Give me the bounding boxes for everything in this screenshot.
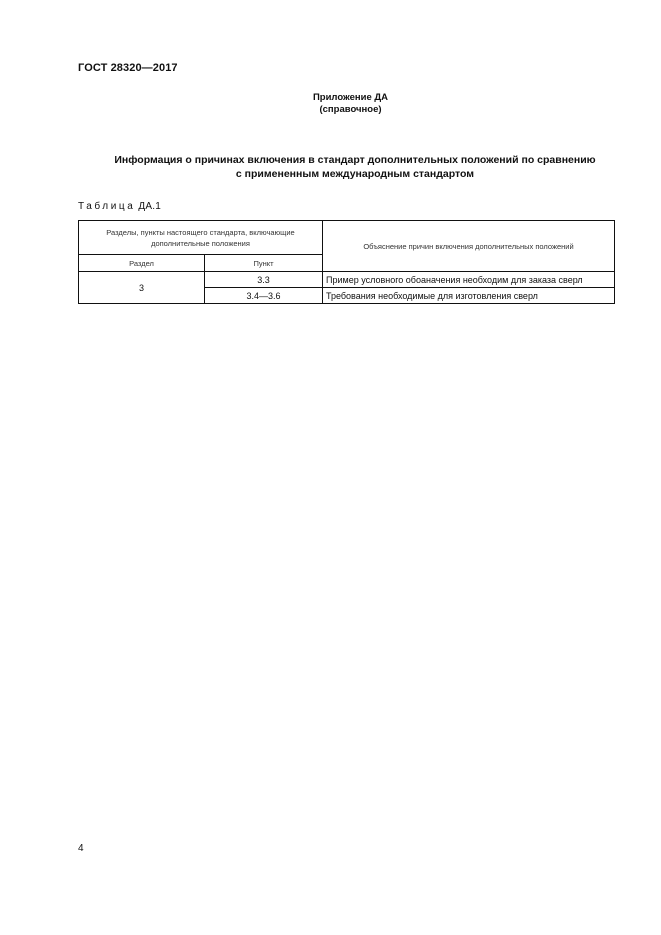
- item-cell: 3.3: [205, 272, 323, 288]
- table-caption-word: Таблица: [78, 201, 136, 212]
- document-code: ГОСТ 28320—2017: [78, 62, 178, 74]
- table-row: [79, 272, 615, 288]
- section-number-cell: 3: [79, 272, 205, 304]
- table-header-row: [79, 221, 615, 255]
- item-cell: 3.4—3.6: [205, 288, 323, 304]
- section-heading-line-2: с примененным международным стандартом: [235, 168, 475, 180]
- header-section-cell: Раздел: [79, 255, 205, 272]
- appendix-title: Приложение ДА: [312, 92, 389, 103]
- table-caption: [78, 201, 161, 212]
- table-caption-id: ДА.1: [138, 201, 161, 212]
- appendix-subtitle: (справочное): [319, 104, 382, 115]
- page-number: 4: [78, 843, 84, 854]
- header-explanation-cell: Объяснение причин включения дополнительных положений: [323, 221, 615, 272]
- explanation-cell: Пример условного обоаначения необходим для заказа сверл: [323, 272, 615, 288]
- explanation-cell: Требования необходимые для изготовления сверл: [323, 288, 615, 304]
- section-heading-line-1: Информация о причинах включения в стандарт дополнительных положений по сравнению: [114, 154, 596, 166]
- header-group-cell: Разделы, пункты настоящего стандарта, включающие дополнительные положения: [79, 221, 323, 255]
- additional-provisions-table: [78, 220, 615, 304]
- header-item-cell: Пункт: [205, 255, 323, 272]
